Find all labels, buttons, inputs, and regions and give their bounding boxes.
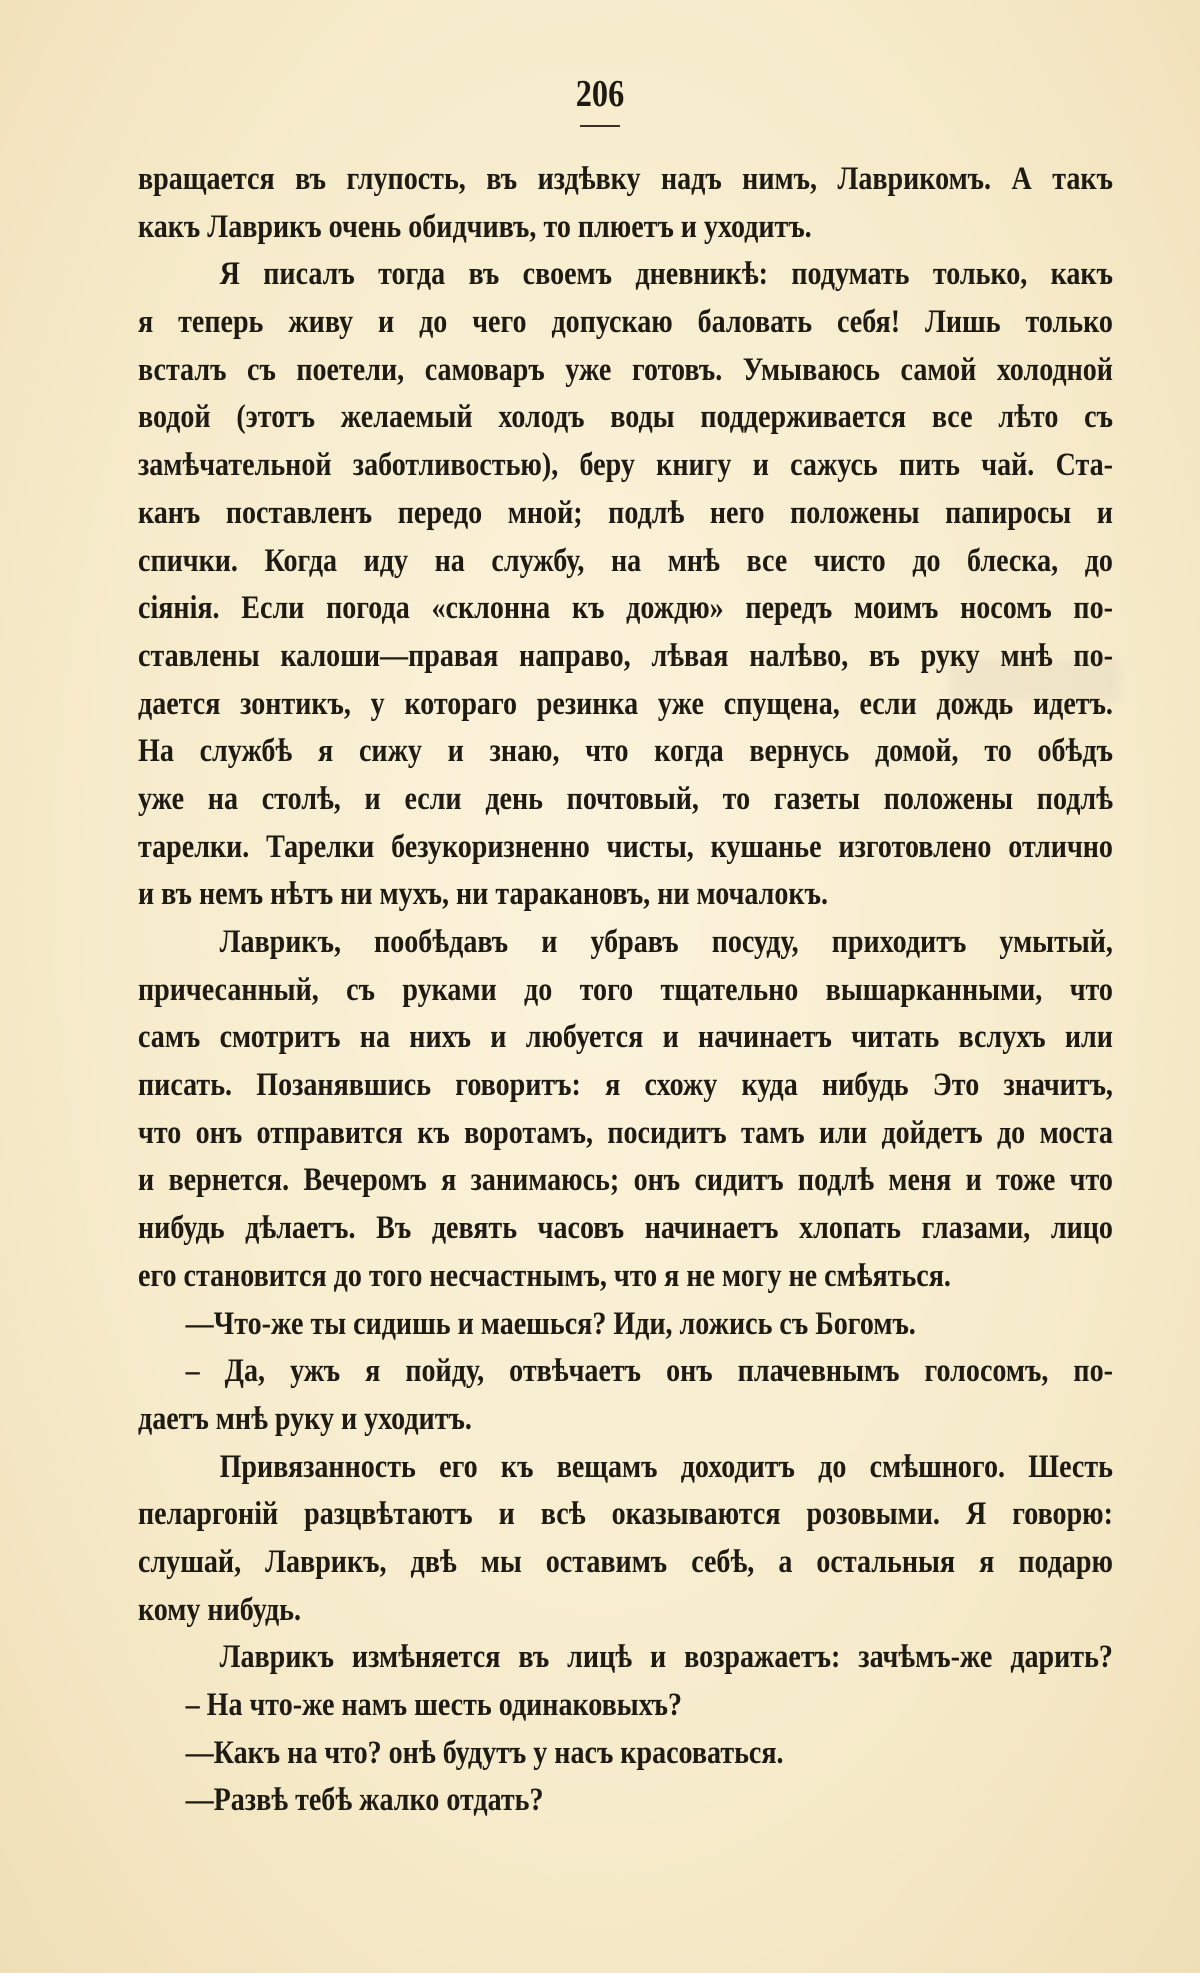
text-line: – Да, ужъ я пойду, отвѣчаетъ онъ плачевнымъ голосомъ, по-	[185, 1353, 1113, 1390]
text-line: тарелки. Тарелки безукоризненно чисты, кушанье изготовлено отлично	[138, 828, 1113, 865]
text-line: и въ немъ нѣтъ ни мухъ, ни таракановъ, ни мочалокъ.	[138, 876, 828, 913]
text-line: писать. Позанявшись говоритъ: я схожу куда нибудь Это значитъ,	[138, 1067, 1113, 1104]
text-line: дается зонтикъ, у котораго резинка уже спущена, если дождь идетъ.	[138, 685, 1113, 722]
page-number: 206	[575, 73, 625, 115]
text-line: вращается въ глупость, въ издѣвку надъ нимъ, Лаврикомъ. А такъ	[138, 161, 1113, 197]
text-line: уже на столѣ, и если день почтовый, то газеты положены подлѣ	[138, 780, 1113, 817]
text-line: и вернется. Вечеромъ я занимаюсь; онъ сидитъ подлѣ меня и тоже что	[138, 1162, 1113, 1199]
text-line: Я писалъ тогда въ своемъ дневникѣ: подумать только, какъ	[219, 256, 1113, 293]
text-line: причесанный, съ руками до того тщательно вышарканными, что	[138, 971, 1113, 1008]
text-line: слушай, Лаврикъ, двѣ мы оставимъ себѣ, а остальныя я подарю	[138, 1543, 1113, 1580]
body-text	[138, 156, 1113, 1825]
text-line: На службѣ я сижу и знаю, что когда вернусь домой, то обѣдъ	[138, 733, 1113, 770]
text-line: Привязанность его къ вещамъ доходитъ до смѣшного. Шесть	[219, 1448, 1113, 1485]
text-line: что онъ отправится къ воротамъ, посидитъ тамъ или дойдетъ до моста	[138, 1114, 1113, 1151]
text-line: его становится до того несчастнымъ, что я не могу не смѣяться.	[138, 1257, 951, 1294]
text-line: всталъ съ поетели, самоваръ уже готовъ. Умываюсь самой холодной	[138, 351, 1113, 388]
text-line: водой (этотъ желаемый холодъ воды поддерживается все лѣто съ	[138, 399, 1113, 436]
text-line: Лаврикъ, пообѣдавъ и убравъ посуду, приходитъ умытый,	[219, 924, 1113, 960]
text-line: нибудь дѣлаетъ. Въ девять часовъ начинаетъ хлопать глазами, лицо	[138, 1210, 1113, 1247]
text-line: ставлены калоши—правая направо, лѣвая налѣво, въ руку мнѣ по-	[138, 637, 1113, 674]
text-line: кому нибудь.	[138, 1591, 302, 1628]
text-line: —Какъ на что? онѣ будутъ у насъ красоваться.	[185, 1734, 784, 1771]
text-line: самъ смотритъ на нихъ и любуется и начинаетъ читать вслухъ или	[138, 1019, 1113, 1056]
text-line: даетъ мнѣ руку и уходитъ.	[138, 1400, 472, 1437]
page-number-rule	[580, 125, 620, 127]
text-line: я теперь живу и до чего допускаю баловать себя! Лишь только	[138, 304, 1113, 341]
text-line: – На что-же намъ шесть одинаковыхъ?	[185, 1687, 682, 1723]
text-line: канъ поставленъ передо мной; подлѣ него положены папиросы и	[138, 494, 1113, 531]
text-line: сіянія. Если погода «склонна къ дождю» передъ моимъ носомъ по-	[138, 590, 1113, 627]
text-line: какъ Лаврикъ очень обидчивъ, то плюетъ и уходитъ.	[138, 208, 812, 245]
text-line: пеларгоній разцвѣтаютъ и всѣ оказываются розовыми. Я говорю:	[138, 1496, 1113, 1533]
text-line: спички. Когда иду на службу, на мнѣ все чисто до блеска, до	[138, 542, 1113, 579]
text-line: Лаврикъ измѣняется въ лицѣ и возражаетъ: зачѣмъ-же дарить?	[219, 1639, 1113, 1676]
text-line: —Развѣ тебѣ жалко отдать?	[185, 1782, 544, 1819]
text-line: —Что-же ты сидишь и маешься? Иди, ложись съ Богомъ.	[185, 1305, 916, 1342]
text-line: замѣчательной заботливостью), беру книгу и сажусь пить чай. Ста-	[138, 447, 1113, 484]
